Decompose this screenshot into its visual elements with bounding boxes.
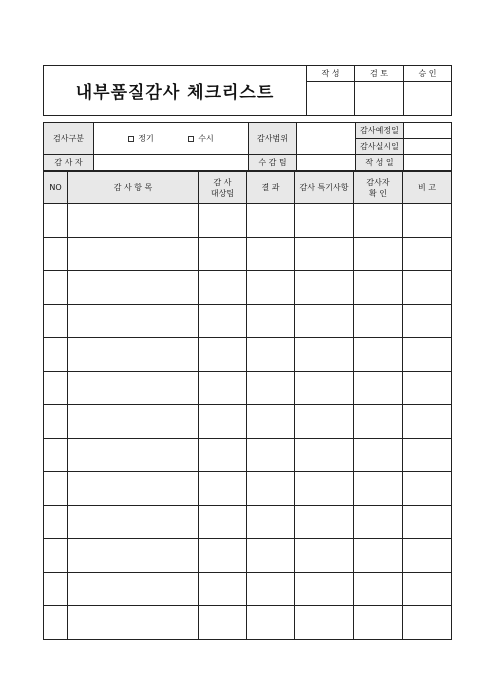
audit-team-cell[interactable] xyxy=(199,304,247,338)
no-cell[interactable] xyxy=(44,505,68,539)
confirm-cell[interactable] xyxy=(354,271,403,305)
remarks-cell[interactable] xyxy=(295,606,354,640)
result-cell[interactable] xyxy=(247,371,295,405)
audit-item-cell[interactable] xyxy=(68,237,199,271)
remarks-cell[interactable] xyxy=(295,204,354,238)
table-row xyxy=(44,304,452,338)
note-cell[interactable] xyxy=(403,371,452,405)
confirm-cell[interactable] xyxy=(354,438,403,472)
col-note: 비 고 xyxy=(403,172,452,204)
result-cell[interactable] xyxy=(247,438,295,472)
no-cell[interactable] xyxy=(44,405,68,439)
audit-item-cell[interactable] xyxy=(68,204,199,238)
table-row xyxy=(44,237,452,271)
note-cell[interactable] xyxy=(403,438,452,472)
no-cell[interactable] xyxy=(44,606,68,640)
confirm-cell[interactable] xyxy=(354,505,403,539)
table-row xyxy=(44,338,452,372)
option-adhoc[interactable]: 수시 xyxy=(188,133,213,144)
confirm-cell[interactable] xyxy=(354,338,403,372)
checkbox-icon[interactable] xyxy=(188,136,194,142)
auditor-label: 감 사 자 xyxy=(44,155,94,171)
approval-header-review: 검 토 xyxy=(355,66,404,82)
confirm-cell[interactable] xyxy=(354,606,403,640)
audit-team-cell[interactable] xyxy=(199,405,247,439)
table-row xyxy=(44,472,452,506)
table-row xyxy=(44,405,452,439)
remarks-cell[interactable] xyxy=(295,405,354,439)
audit-team-cell[interactable] xyxy=(199,271,247,305)
result-cell[interactable] xyxy=(247,271,295,305)
audit-team-cell[interactable] xyxy=(199,472,247,506)
confirm-cell[interactable] xyxy=(354,472,403,506)
remarks-cell[interactable] xyxy=(295,271,354,305)
no-cell[interactable] xyxy=(44,271,68,305)
audit-team-cell[interactable] xyxy=(199,338,247,372)
note-cell[interactable] xyxy=(403,304,452,338)
result-cell[interactable] xyxy=(247,338,295,372)
result-cell[interactable] xyxy=(247,539,295,573)
table-row xyxy=(44,572,452,606)
category-options xyxy=(94,123,249,155)
remarks-cell[interactable] xyxy=(295,438,354,472)
auditor-value[interactable] xyxy=(94,155,249,171)
checklist-rows xyxy=(44,204,452,640)
audit-team-cell[interactable] xyxy=(199,572,247,606)
no-cell[interactable] xyxy=(44,438,68,472)
table-row xyxy=(44,539,452,573)
scope-label: 감사범위 xyxy=(249,123,297,155)
no-cell[interactable] xyxy=(44,572,68,606)
remarks-cell[interactable] xyxy=(295,371,354,405)
no-cell[interactable] xyxy=(44,338,68,372)
remarks-cell[interactable] xyxy=(295,472,354,506)
checklist-form xyxy=(43,65,451,640)
audit-item-cell[interactable] xyxy=(68,472,199,506)
audit-item-cell[interactable] xyxy=(68,405,199,439)
remarks-cell[interactable] xyxy=(295,304,354,338)
note-cell[interactable] xyxy=(403,572,452,606)
audit-team-cell[interactable] xyxy=(199,505,247,539)
audit-item-cell[interactable] xyxy=(68,304,199,338)
result-cell[interactable] xyxy=(247,472,295,506)
note-cell[interactable] xyxy=(403,472,452,506)
auditee-value[interactable] xyxy=(297,155,356,171)
option-regular[interactable]: 정기 xyxy=(128,133,153,144)
auditee-label: 수 감 팀 xyxy=(249,155,297,171)
audit-item-cell[interactable] xyxy=(68,606,199,640)
approval-sign-write[interactable] xyxy=(307,82,355,116)
remarks-cell[interactable] xyxy=(295,505,354,539)
checklist-table xyxy=(43,171,452,640)
planned-date-label: 감사예정일 xyxy=(356,123,404,139)
info-table xyxy=(43,122,452,171)
remarks-cell[interactable] xyxy=(295,539,354,573)
note-cell[interactable] xyxy=(403,539,452,573)
note-cell[interactable] xyxy=(403,237,452,271)
result-cell[interactable] xyxy=(247,237,295,271)
audit-team-cell[interactable] xyxy=(199,204,247,238)
table-row xyxy=(44,438,452,472)
audit-item-cell[interactable] xyxy=(68,338,199,372)
note-cell[interactable] xyxy=(403,338,452,372)
no-cell[interactable] xyxy=(44,371,68,405)
col-remarks: 감사 특기사항 xyxy=(295,172,354,204)
audit-team-cell[interactable] xyxy=(199,237,247,271)
result-cell[interactable] xyxy=(247,405,295,439)
planned-date-value[interactable] xyxy=(404,123,452,139)
result-cell[interactable] xyxy=(247,572,295,606)
confirm-cell[interactable] xyxy=(354,204,403,238)
audit-item-cell[interactable] xyxy=(68,505,199,539)
no-cell[interactable] xyxy=(44,204,68,238)
actual-date-value[interactable] xyxy=(404,139,452,155)
audit-team-cell[interactable] xyxy=(199,438,247,472)
audit-team-cell[interactable] xyxy=(199,539,247,573)
col-audit-team: 감 사 대상팀 xyxy=(199,172,247,204)
col-result: 결 과 xyxy=(247,172,295,204)
written-date-label: 작 성 일 xyxy=(356,155,404,171)
note-cell[interactable] xyxy=(403,606,452,640)
confirm-cell[interactable] xyxy=(354,237,403,271)
result-cell[interactable] xyxy=(247,304,295,338)
col-no: NO xyxy=(44,172,68,204)
remarks-cell[interactable] xyxy=(295,572,354,606)
confirm-cell[interactable] xyxy=(354,371,403,405)
scope-value[interactable] xyxy=(297,123,356,155)
note-cell[interactable] xyxy=(403,271,452,305)
table-row xyxy=(44,271,452,305)
no-cell[interactable] xyxy=(44,237,68,271)
no-cell[interactable] xyxy=(44,472,68,506)
table-row xyxy=(44,371,452,405)
result-cell[interactable] xyxy=(247,606,295,640)
table-row xyxy=(44,204,452,238)
page-title: 내부품질감사 체크리스트 xyxy=(44,66,307,116)
remarks-cell[interactable] xyxy=(295,338,354,372)
note-cell[interactable] xyxy=(403,405,452,439)
audit-item-cell[interactable] xyxy=(68,572,199,606)
audit-item-cell[interactable] xyxy=(68,539,199,573)
category-label: 검사구분 xyxy=(44,123,94,155)
audit-item-cell[interactable] xyxy=(68,371,199,405)
col-auditor-confirm: 감사자 확 인 xyxy=(354,172,403,204)
confirm-cell[interactable] xyxy=(354,304,403,338)
approval-header-approve: 승 인 xyxy=(404,66,452,82)
approval-sign-review[interactable] xyxy=(355,82,404,116)
approval-header-write: 작 성 xyxy=(307,66,355,82)
remarks-cell[interactable] xyxy=(295,237,354,271)
result-cell[interactable] xyxy=(247,505,295,539)
confirm-cell[interactable] xyxy=(354,405,403,439)
audit-team-cell[interactable] xyxy=(199,371,247,405)
no-cell[interactable] xyxy=(44,539,68,573)
col-audit-item: 감 사 항 목 xyxy=(68,172,199,204)
audit-item-cell[interactable] xyxy=(68,271,199,305)
no-cell[interactable] xyxy=(44,304,68,338)
table-row xyxy=(44,505,452,539)
checkbox-icon[interactable] xyxy=(128,136,134,142)
audit-item-cell[interactable] xyxy=(68,438,199,472)
confirm-cell[interactable] xyxy=(354,572,403,606)
confirm-cell[interactable] xyxy=(354,539,403,573)
header-table xyxy=(43,65,452,116)
table-row xyxy=(44,606,452,640)
audit-team-cell[interactable] xyxy=(199,606,247,640)
actual-date-label: 감사실시일 xyxy=(356,139,404,155)
note-cell[interactable] xyxy=(403,204,452,238)
note-cell[interactable] xyxy=(403,505,452,539)
approval-sign-approve[interactable] xyxy=(404,82,452,116)
written-date-value[interactable] xyxy=(404,155,452,171)
result-cell[interactable] xyxy=(247,204,295,238)
